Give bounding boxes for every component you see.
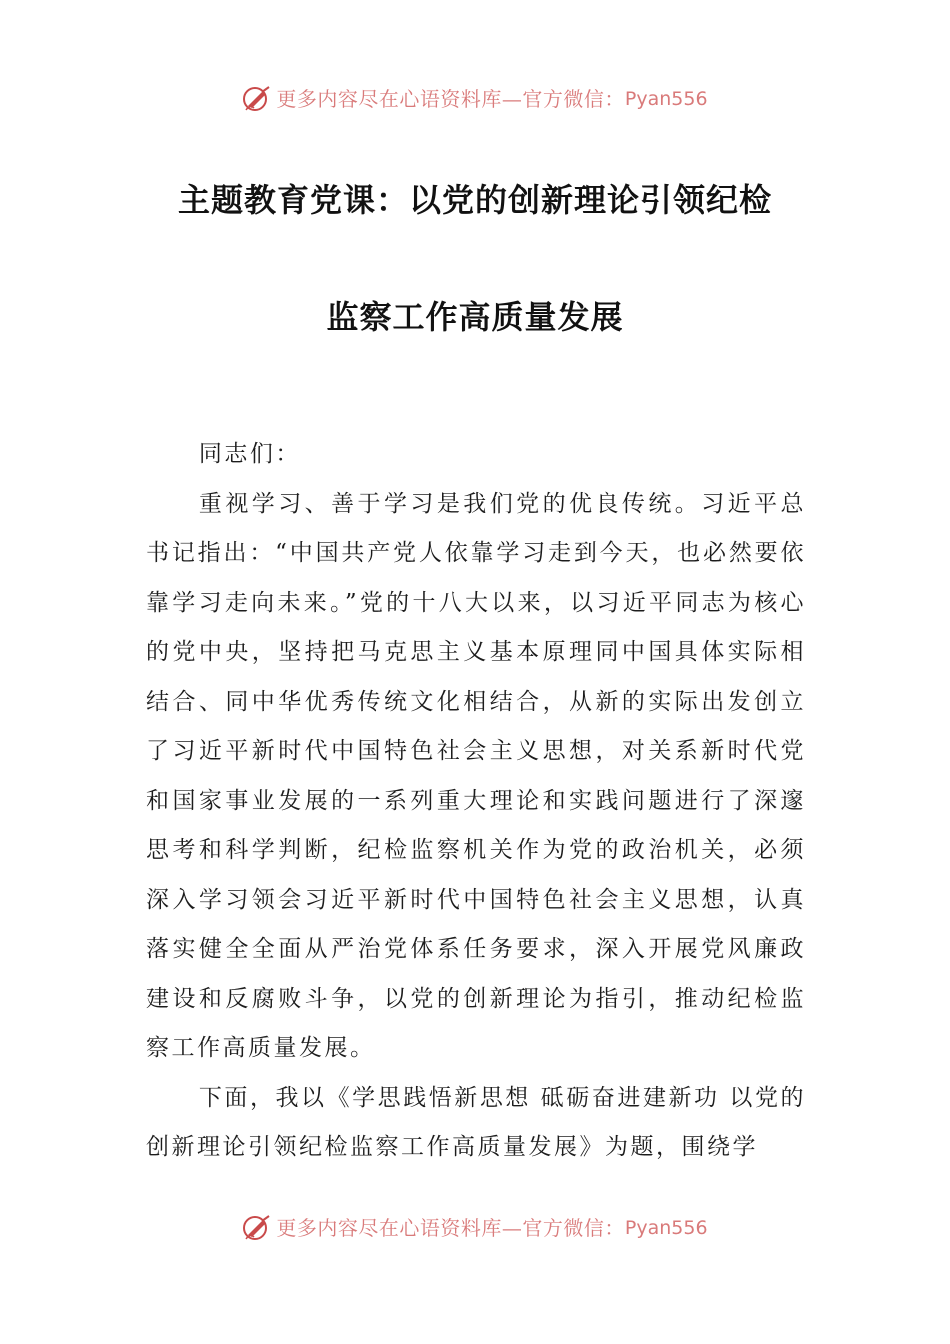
watermark-wechat-id: Pyan556: [624, 1217, 708, 1239]
watermark-header: [0, 84, 950, 114]
watermark-wechat-id: Pyan556: [624, 88, 708, 110]
document-body: [146, 430, 806, 1173]
body-paragraph-1: 重视学习、善于学习是我们党的优良传统。习近平总书记指出：“中国共产党人依靠学习走到今天，也必然要依靠学习走向未来。”党的十八大以来，以习近平同志为核心的党中央，坚持把马克思主义基本原理同中国具体实际相结合、同中华优秀传统文化相结合，从新的实际出发创立了习近平新时代中国特色社会主义思想，对关系新时代党和国家事业发展的一系列重大理论和实践问题进行了深邃思考和科学判断，纪检监察机关作为党的政治机关，必须深入学习领会习近平新时代中国特色社会主义思想，认真落实健全全面从严治党体系任务要求，深入开展党风廉政建设和反腐败斗争，以党的创新理论为指引，推动纪检监察工作高质量发展。: [146, 490, 806, 1061]
body-paragraph-2: 下面，我以《学思践悟新思想 砥砺奋进建新功 以党的创新理论引领纪检监察工作高质量发展》为题，围绕学: [146, 1084, 806, 1160]
pen-logo-icon: [242, 84, 272, 114]
watermark-text: 更多内容尽在心语资料库—官方微信：: [276, 87, 625, 111]
document-title-line-2: 监察工作高质量发展: [326, 298, 624, 336]
salutation: 同志们：: [198, 441, 301, 467]
watermark-footer: [0, 1213, 950, 1243]
watermark-text: 更多内容尽在心语资料库—官方微信：: [276, 1216, 625, 1240]
pen-logo-icon: [242, 1213, 272, 1243]
document-title-line-1: 主题教育党课：以党的创新理论引领纪检: [177, 181, 772, 219]
